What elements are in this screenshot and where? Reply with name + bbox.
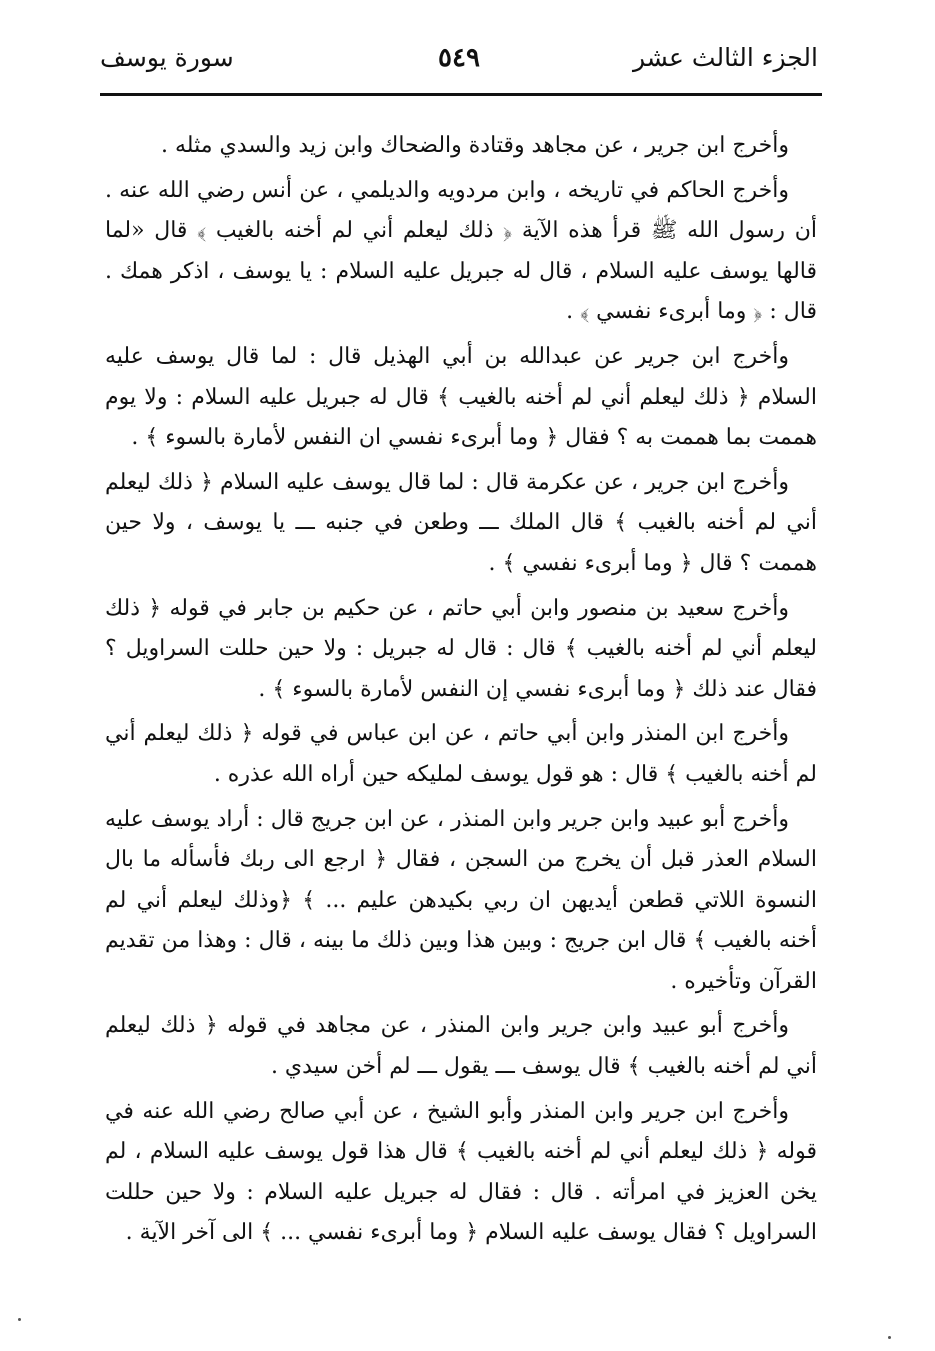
paragraph: وأخرج ابن جرير ، عن مجاهد وقتادة والضحاك وابن زيد والسدي مثله .	[161, 133, 789, 158]
header-divider	[100, 93, 822, 96]
paragraph: وأخرج أبو عبيد وابن جرير وابن المنذر ، عن ابن جريج قال : أراد يوسف عليه السلام العذر قبل أن يخرج من السجن ، فقال ﴿ ارجع الى ربك فأسأله ما بال النسوة اللاتي قطعن أيديهن ان ربي بكيدهن عليم ... ﴾ ﴿وذلك ليعلم أني لم أخنه بالغيب ﴾ قال ابن جريج : وبين هذا وبين ذلك ما بينه ، قال : وهذا من تقديم القرآن وتأخيره .	[105, 806, 817, 994]
page-header	[100, 38, 818, 88]
paragraph: وأخرج ابن جرير عن عبدالله بن أبي الهذيل قال : لما قال يوسف عليه السلام ﴿ ذلك ليعلم أني لم أخنه بالغيب ﴾ قال له جبريل عليه السلام : ولا يوم هممت بما هممت به ؟ فقال ﴿ وما أبرىء نفسي ان النفس لأمارة بالسوء ﴾ .	[105, 343, 817, 451]
paragraph: وأخرج أبو عبيد وابن جرير وابن المنذر ، عن مجاهد في قوله ﴿ ذلك ليعلم أني لم أخنه بالغيب ﴾ قال يوسف ـــ يقول ـــ لم أخن سيدي .	[105, 1013, 817, 1080]
paragraph: وأخرج سعيد بن منصور وابن أبي حاتم ، عن حكيم بن جابر في قوله ﴿ ذلك ليعلم أني لم أخنه بالغيب ﴾ قال : قال له جبريل : ولا حين حللت السراويل ؟ فقال عند ذلك ﴿ وما أبرىء نفسي إن النفس لأمارة بالسوء ﴾ .	[105, 595, 817, 702]
paragraph: وأخرج ابن جرير ، عن عكرمة قال : لما قال يوسف عليه السلام ﴿ ذلك ليعلم أني لم أخنه بالغيب ﴾ قال الملك ـــ وطعن في جنبه ـــ يا يوسف ، ولا حين هممت ؟ قال ﴿ وما أبرىء نفسي ﴾ .	[105, 469, 817, 576]
paragraph: وأخرج ابن المنذر وابن أبي حاتم ، عن ابن عباس في قوله ﴿ ذلك ليعلم أني لم أخنه بالغيب ﴾ قال : هو قول يوسف لمليكه حين أراه الله عذره .	[105, 721, 817, 787]
scan-speck	[888, 1336, 891, 1339]
page-body	[105, 126, 817, 1254]
paragraph: وأخرج الحاكم في تاريخه ، وابن مردويه والديلمي ، عن أنس رضي الله عنه . أن رسول الله ﷺ قرأ هذه الآية ﴿ ذلك ليعلم أني لم أخنه بالغيب ﴾ قال «لما قالها يوسف عليه السلام ، قال له جبريل عليه السلام : يا يوسف ، اذكر همك . قال : ﴿ وما أبرىء نفسي ﴾ .	[105, 177, 817, 325]
surah-title: سورة يوسف	[100, 43, 234, 72]
part-title: الجزء الثالث عشر	[632, 43, 818, 72]
scan-speck	[18, 1318, 21, 1321]
page-number: ٥٤٩	[438, 43, 480, 73]
paragraph: وأخرج ابن جرير وابن المنذر وأبو الشيخ ، عن أبي صالح رضي الله عنه في قوله ﴿ ذلك ليعلم أني لم أخنه بالغيب ﴾ قال هذا قول يوسف عليه السلام ، لم يخن العزيز في امرأته . قال : فقال له جبريل عليه السلام : ولا حين حللت السراويل ؟ فقال يوسف عليه السلام ﴿ وما أبرىء نفسي ... ﴾ الى آخر الآية .	[105, 1098, 817, 1246]
